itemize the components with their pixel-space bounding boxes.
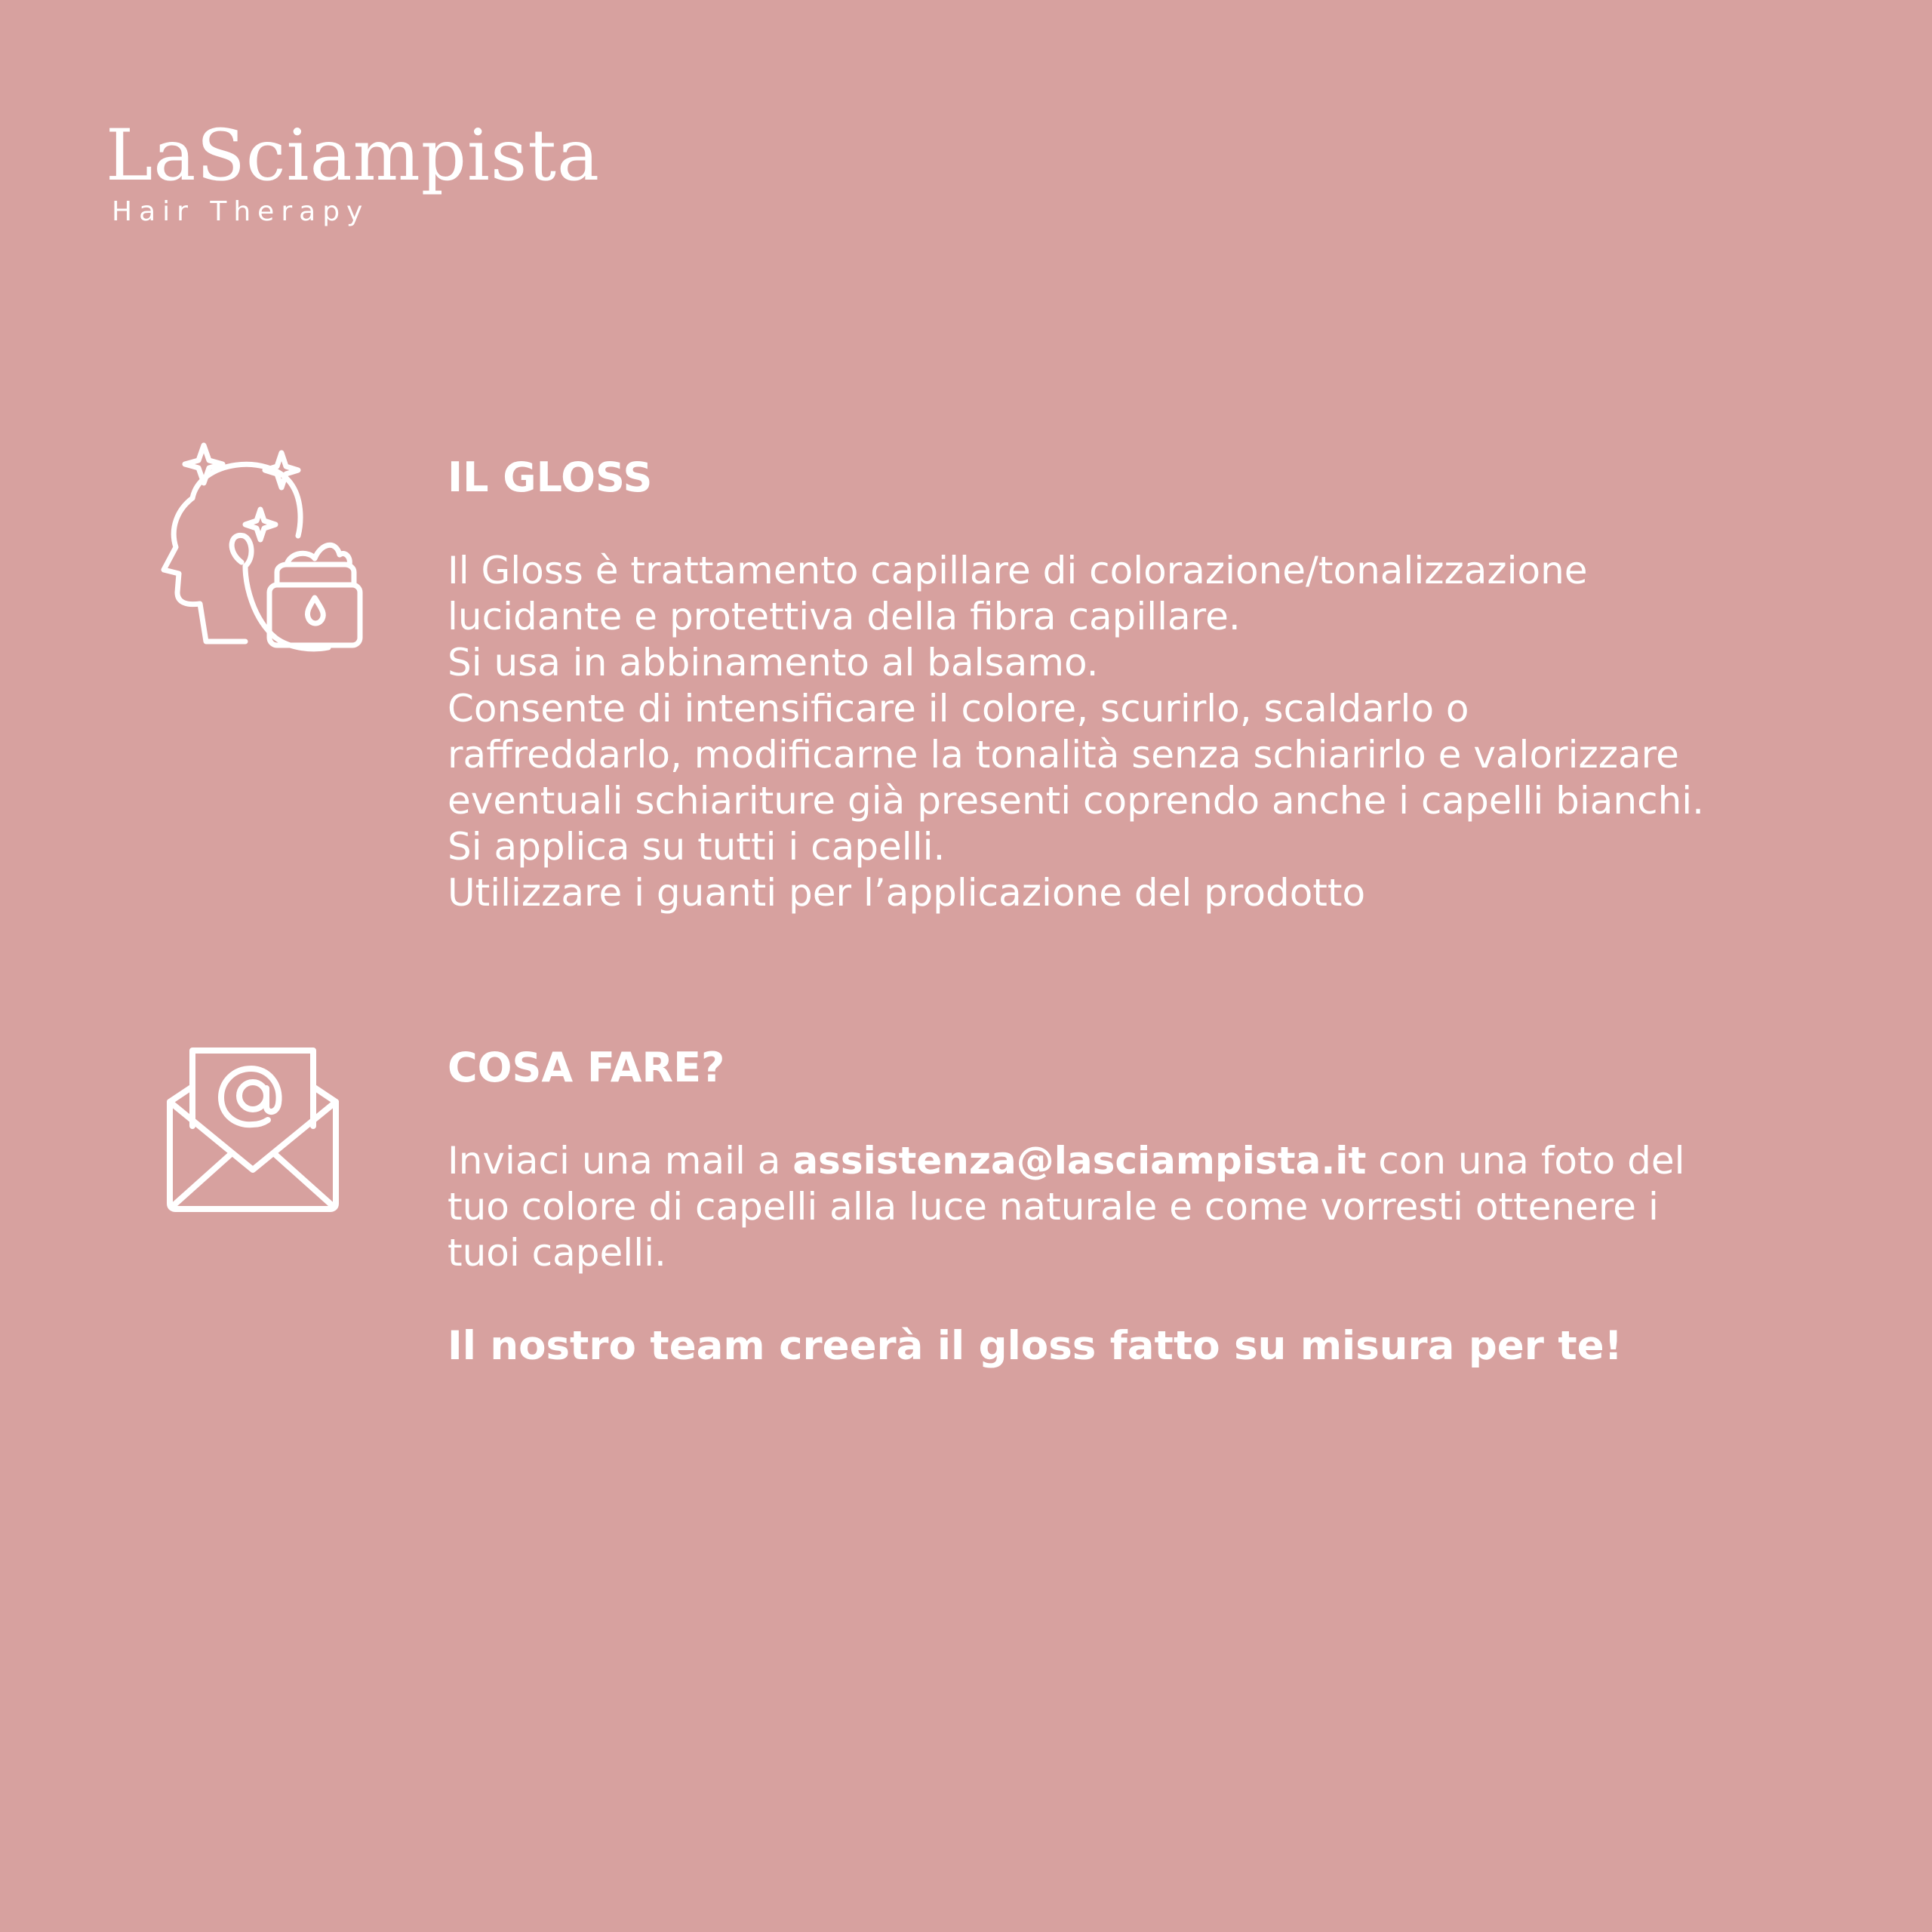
gloss-line: raffreddarlo, modificarne la tonalità senza schiarirlo e valorizzare	[448, 733, 1679, 777]
brand-name: LaSciampista	[106, 115, 601, 197]
head-sparkle-cream-icon	[147, 438, 374, 664]
gloss-line: Si applica su tutti i capelli.	[448, 825, 946, 869]
gloss-line: lucidante e protettiva della fibra capillare.	[448, 595, 1241, 639]
gloss-line: eventuali schiariture già presenti coprendo anche i capelli bianchi.	[448, 779, 1705, 823]
cosa-fare-title: COSA FARE?	[448, 1044, 725, 1091]
gloss-line: Il Gloss è trattamento capillare di colorazione/tonalizzazione	[448, 549, 1588, 593]
intro-suffix: con una foto del	[1366, 1139, 1685, 1183]
email-envelope-icon	[162, 1041, 343, 1223]
cosa-fare-line: tuo colore di capelli alla luce naturale e come vorresti ottenere i	[448, 1185, 1659, 1229]
cosa-fare-text	[448, 1041, 1881, 1369]
gloss-title: IL GLOSS	[448, 454, 653, 501]
cosa-fare-line: tuoi capelli.	[448, 1231, 666, 1275]
gloss-line: Si usa in abbinamento al balsamo.	[448, 641, 1099, 685]
intro-prefix: Inviaci una mail a	[448, 1139, 793, 1183]
closing-statement: Il nostro team creerà il gloss fatto su misura per te!	[448, 1323, 1623, 1370]
gloss-line: Utilizzare i guanti per l’applicazione del prodotto	[448, 871, 1366, 915]
brand-tagline: Hair Therapy	[112, 196, 370, 227]
email-link[interactable]: assistenza@lasciampista.it	[792, 1139, 1367, 1183]
gloss-line: Consente di intensificare il colore, scurirlo, scaldarlo o	[448, 687, 1469, 731]
gloss-text	[448, 451, 1881, 916]
brand-logo	[106, 115, 601, 227]
cosa-fare-line	[448, 1138, 1881, 1184]
